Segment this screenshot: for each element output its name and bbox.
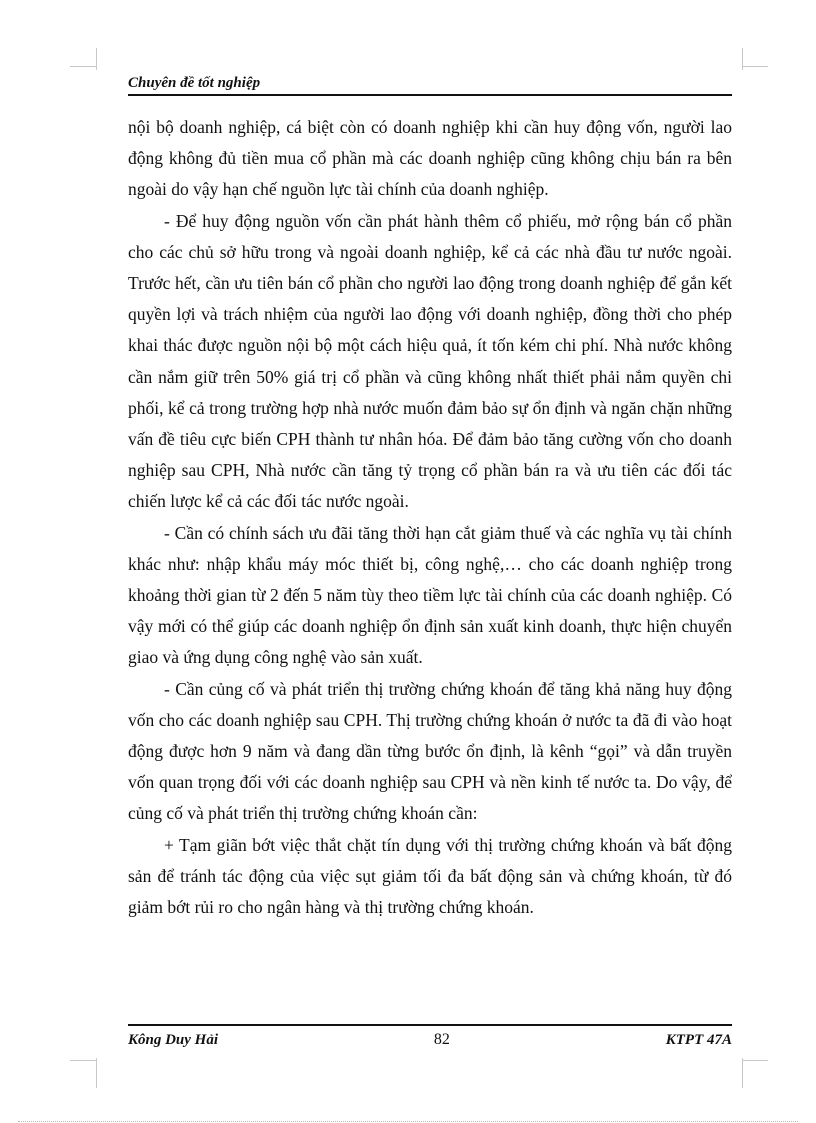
paragraph-continuation: nội bộ doanh nghiệp, cá biệt còn có doanh nghiệp khi cần huy động vốn, người lao động không đủ tiền mua cổ phần mà các doanh nghiệp cũng không chịu bán ra bên ngoài do vậy hạn chế nguồn lực tài chính của doanh nghiệp. — [128, 117, 732, 200]
crop-mark — [96, 1058, 97, 1088]
crop-mark — [96, 48, 97, 70]
page-header — [128, 75, 732, 96]
paragraph-credit-easing: + Tạm giãn bớt việc thắt chặt tín dụng với thị trường chứng khoán và bất động sản để tránh tác động của việc sụt giảm tối đa bất động sản và chứng khoán, từ đó giảm bớt rủi ro cho ngân hàng và thị trường chứng khoán. — [128, 834, 732, 918]
crop-mark — [70, 66, 96, 67]
footer-class: KTPT 47A — [665, 1031, 732, 1048]
crop-mark — [742, 1060, 768, 1061]
footer-author: Kông Duy Hải — [128, 1031, 219, 1048]
paragraph-share-issuance: - Để huy động nguồn vốn cần phát hành thêm cổ phiếu, mở rộng bán cổ phần cho các chủ sở hữu trong và ngoài doanh nghiệp, kể cả các nhà đầu tư nước ngoài. Trước hết, cần ưu tiên bán cổ phần cho người lao động trong doanh nghiệp để gắn kết quyền lợi và trách nhiệm của người lao động với doanh nghiệp, đồng thời cho phép khai thác được nguồn nội bộ một cách hiệu quả, ít tốn kém chi phí. Nhà nước không cần nắm giữ trên 50% giá trị cổ phần và cũng không nhất thiết phải nắm quyền chi phối, kể cả trong trường hợp nhà nước muốn đảm bảo sự ổn định và ngăn chặn những vấn đề tiêu cực biến CPH thành tư nhân hóa. Để đảm bảo tăng cường vốn cho doanh nghiệp sau CPH, Nhà nước cần tăng tỷ trọng cổ phần bán ra và ưu tiên các đối tác chiến lược kể cả các đối tác nước ngoài. — [128, 210, 732, 512]
paragraph-stock-market: - Cần củng cố và phát triển thị trường chứng khoán để tăng khả năng huy động vốn cho các doanh nghiệp sau CPH. Thị trường chứng khoán ở nước ta đã đi vào hoạt động được hơn 9 năm và đang dần từng bước ổn định, là kênh “gọi” và dẫn truyền vốn quan trọng đối với các doanh nghiệp sau CPH và nền kinh tế nước ta. Do vậy, để củng cố và phát triển thị trường chứng khoán cần: — [128, 678, 732, 824]
document-body — [128, 112, 732, 923]
crop-mark — [742, 1058, 743, 1088]
crop-mark — [70, 1060, 96, 1061]
page-footer — [128, 1024, 732, 1049]
page-number: 82 — [433, 1031, 450, 1048]
paragraph-tax-incentives: - Cần có chính sách ưu đãi tăng thời hạn cắt giảm thuế và các nghĩa vụ tài chính khác như: nhập khẩu máy móc thiết bị, công nghệ,… cho các doanh nghiệp trong khoảng thời gian từ 2 đến 5 năm tùy theo tiềm lực tài chính của các doanh nghiệp. Có vậy mới có thể giúp các doanh nghiệp ổn định sản xuất kinh doanh, thực hiện chuyển giao và ứng dụng công nghệ vào sản xuất. — [128, 522, 732, 668]
page-edge-divider — [18, 1121, 798, 1122]
crop-mark — [742, 66, 768, 67]
header-title: Chuyên đề tốt nghiệp — [128, 75, 261, 91]
